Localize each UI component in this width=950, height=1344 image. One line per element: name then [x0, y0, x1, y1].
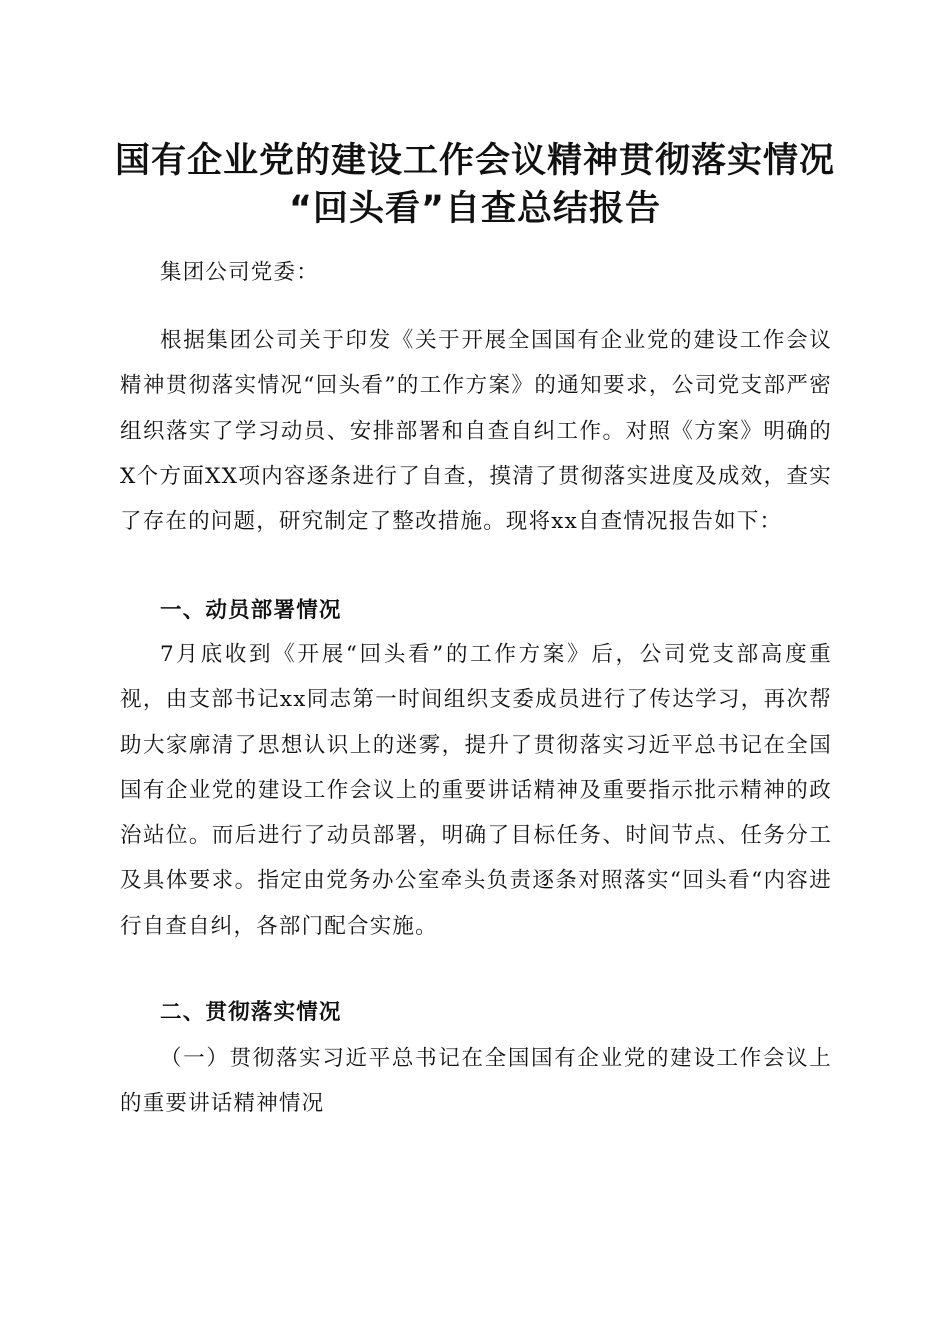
mobilization-paragraph: 7月底收到《开展“回头看”的工作方案》后，公司党支部高度重视，由支部书记xx同志第一时间组织支委成员进行了传达学习，再次帮助大家廓清了思想认识上的迷雾，提升了贯彻落实习近平总书记在全国国有企业党的建设工作会议上的重要讲话精神及重要指示批示精神的政治站位。而后进行了动员部署，明确了目标任务、时间节点、任务分工及具体要求。指定由党务办公室牵头负责逐条对照落实“回头看“内容进行自查自纠，各部门配合实施。 [120, 642, 832, 939]
document-title-line-2: “回头看”自查总结报告 [288, 189, 661, 229]
section-heading-2: 二、贯彻落实情况 [160, 1000, 342, 1025]
salutation: 集团公司党委： [160, 260, 319, 285]
document-title-line-1: 国有企业党的建设工作会议精神贯彻落实情况 [114, 141, 835, 181]
intro-paragraph: 根据集团公司关于印发《关于开展全国国有企业党的建设工作会议精神贯彻落实情况“回头看”的工作方案》的通知要求，公司党支部严密组织落实了学习动员、安排部署和自查自纠工作。对照《方案》明确的X个方面XX项内容逐条进行了自查，摸清了贯彻落实进度及成效，查实了存在的问题，研究制定了整改措施。现将xx自查情况报告如下： [120, 328, 832, 535]
section-heading-1: 一、动员部署情况 [160, 598, 342, 623]
subsection-paragraph: （一）贯彻落实习近平总书记在全国国有企业党的建设工作会议上的重要讲话精神情况 [120, 1046, 832, 1117]
